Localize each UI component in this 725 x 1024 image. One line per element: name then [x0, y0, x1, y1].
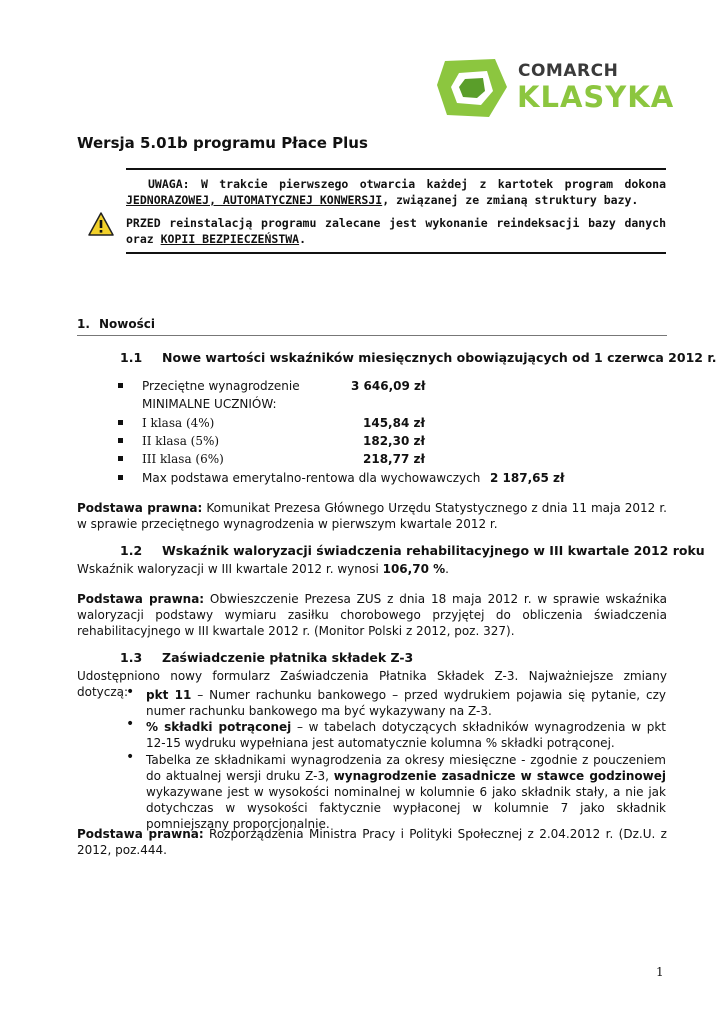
list-item-text: Tabelka ze składnikami wynagrodzenia za okresy miesięczne - zgodnie z pouczeniem do aktualnej wersji druku Z-3, — [146, 753, 666, 783]
rate-label: II klasa (5%) — [142, 434, 220, 448]
round-bullet-icon: • — [126, 684, 135, 700]
subsection-number: 1.3 — [120, 650, 143, 665]
rate-value: 3 646,09 zł — [351, 379, 426, 393]
round-bullet-icon: • — [126, 716, 135, 732]
warning-top-rule — [126, 168, 666, 170]
list-item-text: wykazywane jest w wysokości nominalnej w kolumnie 6 jako składnik stały, a nie jak dotychczas w wysokości faktycznie wypłaconej w kolumnie 7 jako składnik pomniejszany proporcjonalnie. — [146, 785, 666, 831]
page-number: 1 — [656, 965, 664, 979]
section-number: 1. — [77, 317, 90, 331]
indexation-value: 106,70 % — [382, 562, 446, 576]
square-bullet-icon — [118, 438, 123, 443]
warning-paragraph-2 — [126, 215, 666, 247]
z3-intro: Udostępniono nowy formularz Zaświadczenia Płatnika Składek Z-3. Najważniejsze zmiany dotyczą: — [77, 669, 667, 699]
legal-basis-label: Podstawa prawna: — [77, 827, 204, 841]
subsection-title: Nowe wartości wskaźników miesięcznych obowiązujących od 1 czerwca 2012 r. — [162, 350, 717, 365]
subsection-title: Wskaźnik waloryzacji świadczenia rehabilitacyjnego w III kwartale 2012 roku — [162, 543, 705, 558]
legal-basis-text: Komunikat Prezesa Głównego Urzędu Statystycznego z dnia 11 maja 2012 r. w sprawie przeciętnego wynagrodzenia w pierwszym kwartale 2012 r. — [77, 501, 667, 531]
list-item — [146, 752, 666, 832]
square-bullet-icon — [118, 456, 123, 461]
logo-brand: COMARCH — [518, 61, 619, 81]
section-title: Nowości — [99, 317, 155, 331]
list-item — [146, 687, 666, 719]
list-item-bold: pkt 11 — [146, 688, 192, 702]
legal-basis — [77, 591, 667, 639]
list-item-bold: wynagrodzenie zasadnicze w stawce godzinowej — [333, 769, 666, 783]
rate-value: 2 187,65 zł — [490, 471, 565, 485]
rate-label: I klasa (4%) — [142, 416, 215, 430]
list-item-text: – Numer rachunku bankowego – przed wydrukiem pojawia się pytanie, czy numer rachunku bankowego ma być wykazywany na Z-3. — [146, 688, 666, 718]
legal-basis-label: Podstawa prawna: — [77, 592, 205, 606]
subsection-number: 1.1 — [120, 350, 143, 365]
section-heading — [77, 317, 667, 336]
subsection-heading — [120, 543, 705, 558]
square-bullet-icon — [118, 420, 123, 425]
rate-label: Przeciętne wynagrodzenie — [142, 379, 300, 393]
logo-product: KLASYKA — [517, 80, 675, 114]
warning-paragraph-1 — [126, 176, 666, 208]
rate-label: Max podstawa emerytalno-rentowa dla wychowawczych — [142, 471, 481, 485]
legal-basis — [77, 826, 667, 858]
legal-basis-label: Podstawa prawna: — [77, 501, 203, 515]
legal-basis-text: Rozporządzenia Ministra Pracy i Polityki Społecznej z 2.04.2012 r. (Dz.U. z 2012, poz.444. — [77, 827, 667, 857]
page-title: Wersja 5.01b programu Płace Plus — [77, 134, 368, 152]
warning-box — [126, 168, 666, 254]
indexation-line — [77, 561, 667, 577]
rate-value: 218,77 zł — [363, 452, 425, 466]
legal-basis-text: Obwieszczenie Prezesa ZUS z dnia 18 maja 2012 r. w sprawie wskaźnika waloryzacji podstawy wymiaru zasiłku chorobowego przyjętej do obliczenia świadczenia rehabilitacyjnego w III kwartale 2012 r. (Monitor Polski z 2012, poz. 327). — [77, 592, 667, 638]
list-item — [146, 719, 666, 751]
indexation-text: Wskaźnik waloryzacji w III kwartale 2012 r. wynosi — [77, 562, 383, 576]
warning-text: PRZED reinstalacją programu zalecane jest wykonanie reindeksacji bazy danych oraz — [126, 216, 666, 246]
warning-text: UWAGA: W trakcie pierwszego otwarcia każdej z kartotek program dokona — [148, 177, 666, 191]
subsection-heading — [120, 650, 413, 665]
comarch-logo-icon — [437, 57, 509, 119]
warning-triangle-icon — [88, 212, 114, 236]
warning-text: . — [299, 232, 307, 246]
list-item-text: – w tabelach dotyczących składników wynagrodzenia w pkt 12-15 wydruku wypełniana jest automatycznie kolumna % składki potrąconej. — [146, 720, 666, 750]
subsection-number: 1.2 — [120, 543, 143, 558]
list-item-bold: % składki potrąconej — [146, 720, 292, 734]
minimal-label: MINIMALNE UCZNIÓW: — [142, 397, 277, 411]
indexation-text: . — [445, 562, 449, 576]
round-bullet-icon: • — [126, 749, 135, 765]
warning-text: , związanej ze zmianą struktury bazy. — [382, 193, 639, 207]
rate-label: III klasa (6%) — [142, 452, 224, 466]
square-bullet-icon — [118, 475, 123, 480]
square-bullet-icon — [118, 383, 123, 388]
warning-bottom-rule — [126, 252, 666, 254]
subsection-heading — [120, 350, 716, 365]
legal-basis — [77, 500, 667, 532]
warning-emphasis: KOPII BEZPIECZEŃSTWA — [160, 232, 300, 246]
rate-value: 145,84 zł — [363, 416, 425, 430]
warning-emphasis: JEDNORAZOWEJ, AUTOMATYCZNEJ KONWERSJI — [126, 193, 383, 207]
rate-value: 182,30 zł — [363, 434, 425, 448]
subsection-title: Zaświadczenie płatnika składek Z-3 — [162, 650, 414, 665]
